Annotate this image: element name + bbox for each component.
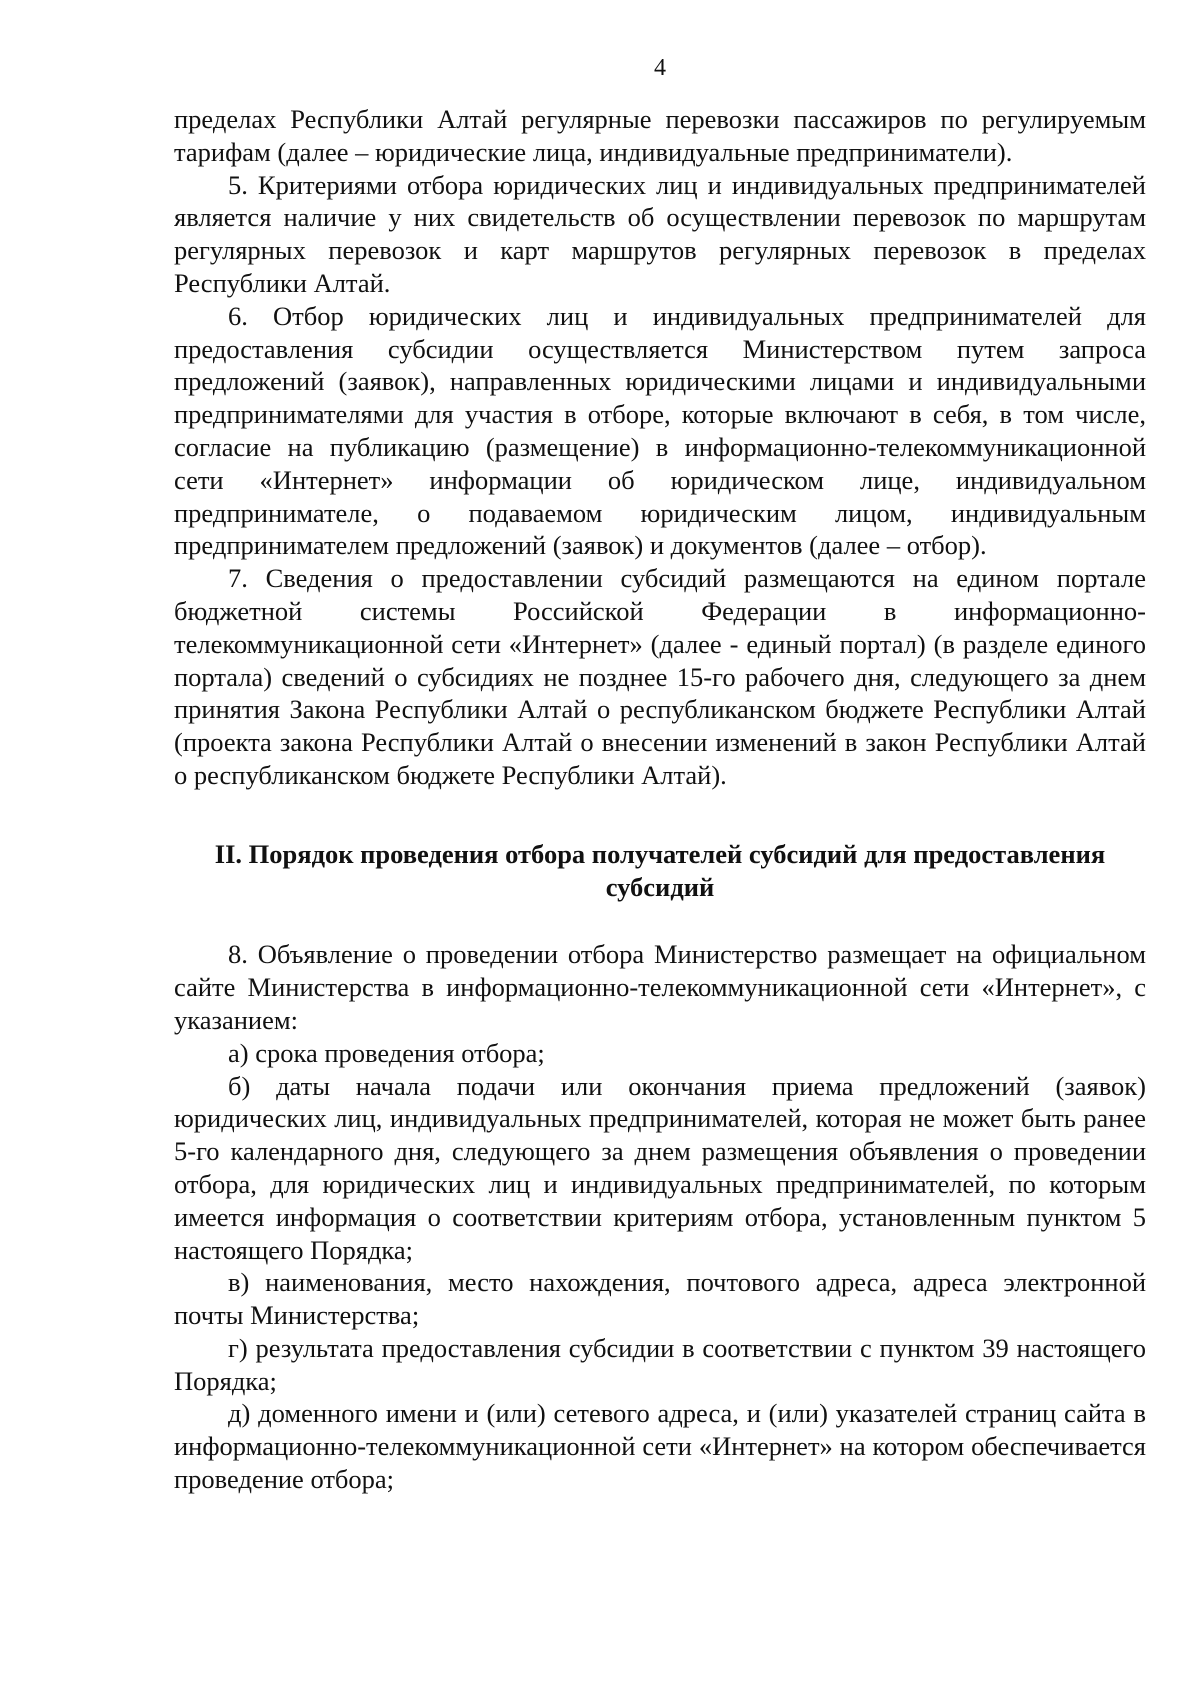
paragraph-item-5: 5. Критериями отбора юридических лиц и индивидуальных предпринимателей является наличие у них свидетельств об осуществлении перевозок по маршрутам регулярных перевозок и карт маршрутов регулярных перевозок в пределах Республики Алтай. xyxy=(174,169,1146,298)
paragraph-continuation: пределах Республики Алтай регулярные перевозки пассажиров по регулируемым тарифам (далее – юридические лица, индивидуальные предприниматели). xyxy=(174,104,1146,167)
document-page xyxy=(174,54,1146,1496)
paragraph-item-7: 7. Сведения о предоставлении субсидий размещаются на едином портале бюджетной системы Российской Федерации в информационно-телекоммуникационной сети «Интернет» (далее - единый портал) (в разделе единого портала) сведений о субсидиях не позднее 15-го рабочего дня, следующего за днем принятия Закона Республики Алтай о республиканском бюджете Республики Алтай (проекта закона Республики Алтай о внесении изменений в закон Республики Алтай о республиканском бюджете Республики Алтай). xyxy=(174,563,1146,790)
subitem-v: в) наименования, место нахождения, почтового адреса, адреса электронной почты Министерства; xyxy=(174,1267,1146,1331)
subitem-a: а) срока проведения отбора; xyxy=(228,1037,545,1068)
section-heading: II. Порядок проведения отбора получателей субсидий для предоставления субсидий xyxy=(214,838,1106,902)
subitem-b: б) даты начала подачи или окончания приема предложений (заявок) юридических лиц, индивидуальных предпринимателей, которая не может быть ранее 5-го календарного дня, следующего за днем размещения объявления о проведении отбора, для юридических лиц и индивидуальных предпринимателей, по которым имеется информация о соответствии критериям отбора, установленным пунктом 5 настоящего Порядка; xyxy=(174,1070,1146,1265)
subitem-g: г) результата предоставления субсидии в соответствии с пунктом 39 настоящего Порядка; xyxy=(174,1332,1146,1396)
paragraph-item-6: 6. Отбор юридических лиц и индивидуальных предпринимателей для предоставления субсидии осуществляется Министерством путем запроса предложений (заявок), направленных юридическими лицами и индивидуальными предпринимателями для участия в отборе, которые включают в себя, в том числе, согласие на публикацию (размещение) в информационно-телекоммуникационной сети «Интернет» информации об юридическом лице, индивидуальном предпринимателе, о подаваемом юридическим лицом, индивидуальным предпринимателем предложений (заявок) и документов (далее – отбор). xyxy=(174,300,1146,561)
paragraph-item-8: 8. Объявление о проведении отбора Министерство размещает на официальном сайте Министерства в информационно-телекоммуникационной сети «Интернет», с указанием: xyxy=(174,939,1146,1035)
subitem-d: д) доменного имени и (или) сетевого адреса, и (или) указателей страниц сайта в информационно-телекоммуникационной сети «Интернет» на котором обеспечивается проведение отбора; xyxy=(174,1398,1146,1495)
page-number: 4 xyxy=(654,55,666,81)
